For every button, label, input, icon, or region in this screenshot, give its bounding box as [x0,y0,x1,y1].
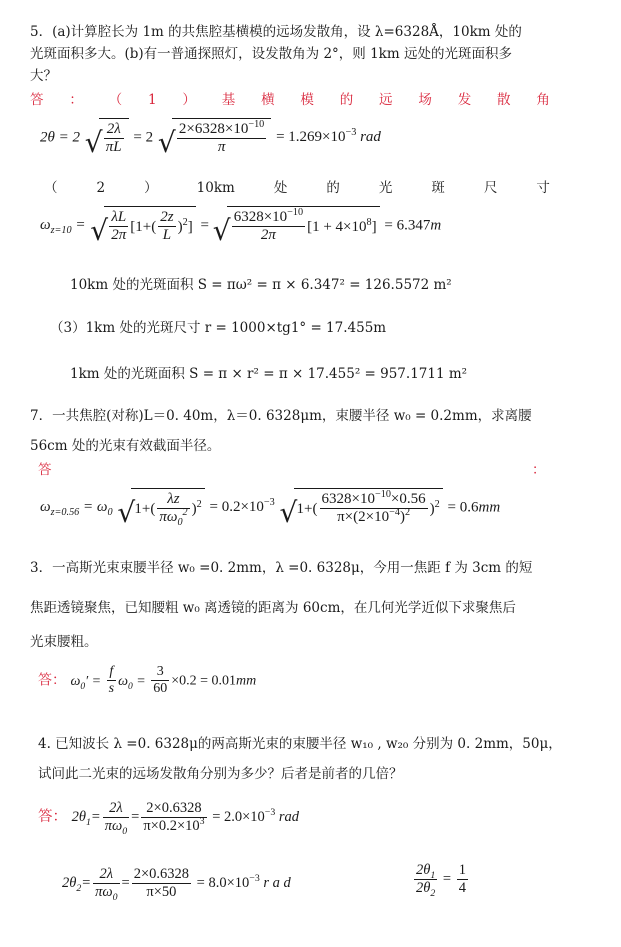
q5-part2-token: 的 [326,180,340,196]
q7-answer-label: 答 [38,462,52,478]
q7-line2: 56cm 处的光束有效截面半径。 [30,438,221,454]
q5-answer-token: ： [69,92,83,108]
q5-answer-line [30,92,550,108]
q4-eq2: $2\theta_2=$ $\frac{2\lambda}{\pi\omega_0}$ = $\frac{2\times 0.6328}{\pi\times 50}$ = $8.0\times 10^{-3}$ r a d [62,866,291,903]
q5-area-10km: 10km 处的光斑面积 S = πω² = π × 6.347² = 126.5572 m² [70,277,452,293]
q7-eq-root-b: √ 1+( $\frac{6328\times 10^{-10}\times 0.56}{\pi\times(2\times 10^{-4})^2}$ )$^2$ [280,488,443,527]
q4-ratio: $\frac{2\theta_1}{2\theta_2}$ = $\frac{1}{4}$ [416,862,466,899]
q5-part2-token: 光 [378,180,393,196]
q5-part2-line [44,180,550,196]
q5-part2-token: 处 [273,180,288,196]
q7-line1: 7．一共焦腔(对称)L＝0. 40m，λ＝0. 6328μm，束腰半径 w₀ = 0.2mm，求离腰 [30,408,532,424]
q5-part2-token: （ [44,180,58,196]
q5-eq1-root-b: √ $\frac{2\times 6328\times 10^{-10}}{\pi}$ [158,118,271,157]
q5-area-1km: 1km 处的光斑面积 S = π × r² = π × 17.455² = 957.1711 m² [70,366,468,382]
q5-answer-token: 散 [497,92,511,108]
q5-line1: 5．(a)计算腔长为 1m 的共焦腔基横模的远场发散角，设 λ=6328Å，10km 处的 [30,24,522,40]
q7-answer-colon: ： [532,462,546,478]
q4-eq1: 答： $2\theta_1=$ $\frac{2\lambda}{\pi\omega_0}$ = $\frac{2\times 0.6328}{\pi\times 0.2\times 10^3}$ = $2.0\times 10^{-3}$ rad [38,800,300,837]
q4-line2: 试问此二光束的远场发散角分别为多少？后者是前者的几倍？ [38,766,403,782]
q5-eq2: $\omega_{z=10}$ = √ $\frac{\lambda L}{2\pi}$ [1+( $\frac{2z}{L}$ )$^2$] = √ $\frac{6328\times 10^{-10}}{2\pi}$ $[1 + 4\times 10^8] = 6.347m$ [40,206,441,245]
q5-eq1-lhs: 2θ = 2 [40,129,80,146]
q5-eq1-lhs-text [0,0,1,1]
q5-part2-token: 尺 [483,180,498,196]
q5-part2-token: 10km [196,180,235,196]
q5-answer-token: 1 [147,92,157,108]
q5-answer-token: 基 [221,92,236,108]
q5-answer-token: 横 [261,92,275,108]
q5-answer-token: 的 [339,92,354,108]
q5-size-1km: （3）1km 处的光斑尺寸 r = 1000×tg1° = 17.455m [50,320,387,336]
q5-answer-token: （ [108,92,123,108]
q5-line2: 光斑面积多大。(b)有一普通探照灯，设发散角为 2°，则 1km 远处的光斑面积多 [30,46,512,62]
q5-part2-token: 斑 [431,180,445,196]
q7-eq: $\omega_{z=0.56} = \omega_0$ √ 1+( $\frac{\lambda z}{\pi\omega_0^2}$ )$^2 = 0.2\times 10^{-3}$ √ 1+( $\frac{6328\times 10^{-10}\times 0.56}{\pi\times(2\times 10^{-4})^2}$ )$^2$ = 0.6mm [40,488,500,527]
q4-line1: 4. 已知波长 λ =0. 6328μ的两高斯光束的束腰半径 w₁₀ , w₂₀ 分别为 0. 2mm，50μ， [38,736,562,752]
q3-line3: 光束腰粗。 [30,634,98,650]
q5-part2-token: ） [144,180,158,196]
q5-answer-token: ） [182,92,196,108]
q3-line1: 3．一高斯光束束腰半径 w₀ =0. 2mm，λ =0. 6328μ，今用一焦距 f 为 3cm 的短 [30,560,533,576]
q5-eq1-root-a: √ $\frac{2\lambda}{\pi L}$ [85,118,129,157]
q5-part2-token: 2 [96,180,106,196]
q5-eq2-root-b: √ $\frac{6328\times 10^{-10}}{2\pi}$ $[1 + 4\times 10^8]$ [213,206,380,245]
q7-eq-root-a: √ 1+( $\frac{\lambda z}{\pi\omega_0^2}$ )$^2$ [117,488,204,527]
q5-line3: 大？ [30,68,57,84]
q5-answer-token: 场 [418,92,432,108]
q5-part2-token: 寸 [536,180,550,196]
q5-answer-token: 模 [300,92,314,108]
q5-answer-token: 答 [30,92,44,108]
q5-answer-token: 发 [457,92,472,108]
q5-eq2-root-a: √ $\frac{\lambda L}{2\pi}$ [1+( $\frac{2z}{L}$ )$^2$] [90,206,195,245]
q5-answer-token: 远 [379,92,393,108]
q3-answer: 答： $\omega_0'$ = $\frac{f}{s}$ $\omega_0$ = $\frac{3}{60}$ ×0.2 = 0.01mm [38,664,257,697]
q5-eq1: 2θ = 2 √ $\frac{2\lambda}{\pi L}$ = 2 √ $\frac{2\times 6328\times 10^{-10}}{\pi}$ = $1.269\times 10^{-3}$ rad [40,118,381,157]
q3-line2: 焦距透镜聚焦，已知腰粗 w₀ 离透镜的距离为 60cm，在几何光学近似下求聚焦后 [30,600,516,616]
q5-answer-token: 角 [536,92,550,108]
